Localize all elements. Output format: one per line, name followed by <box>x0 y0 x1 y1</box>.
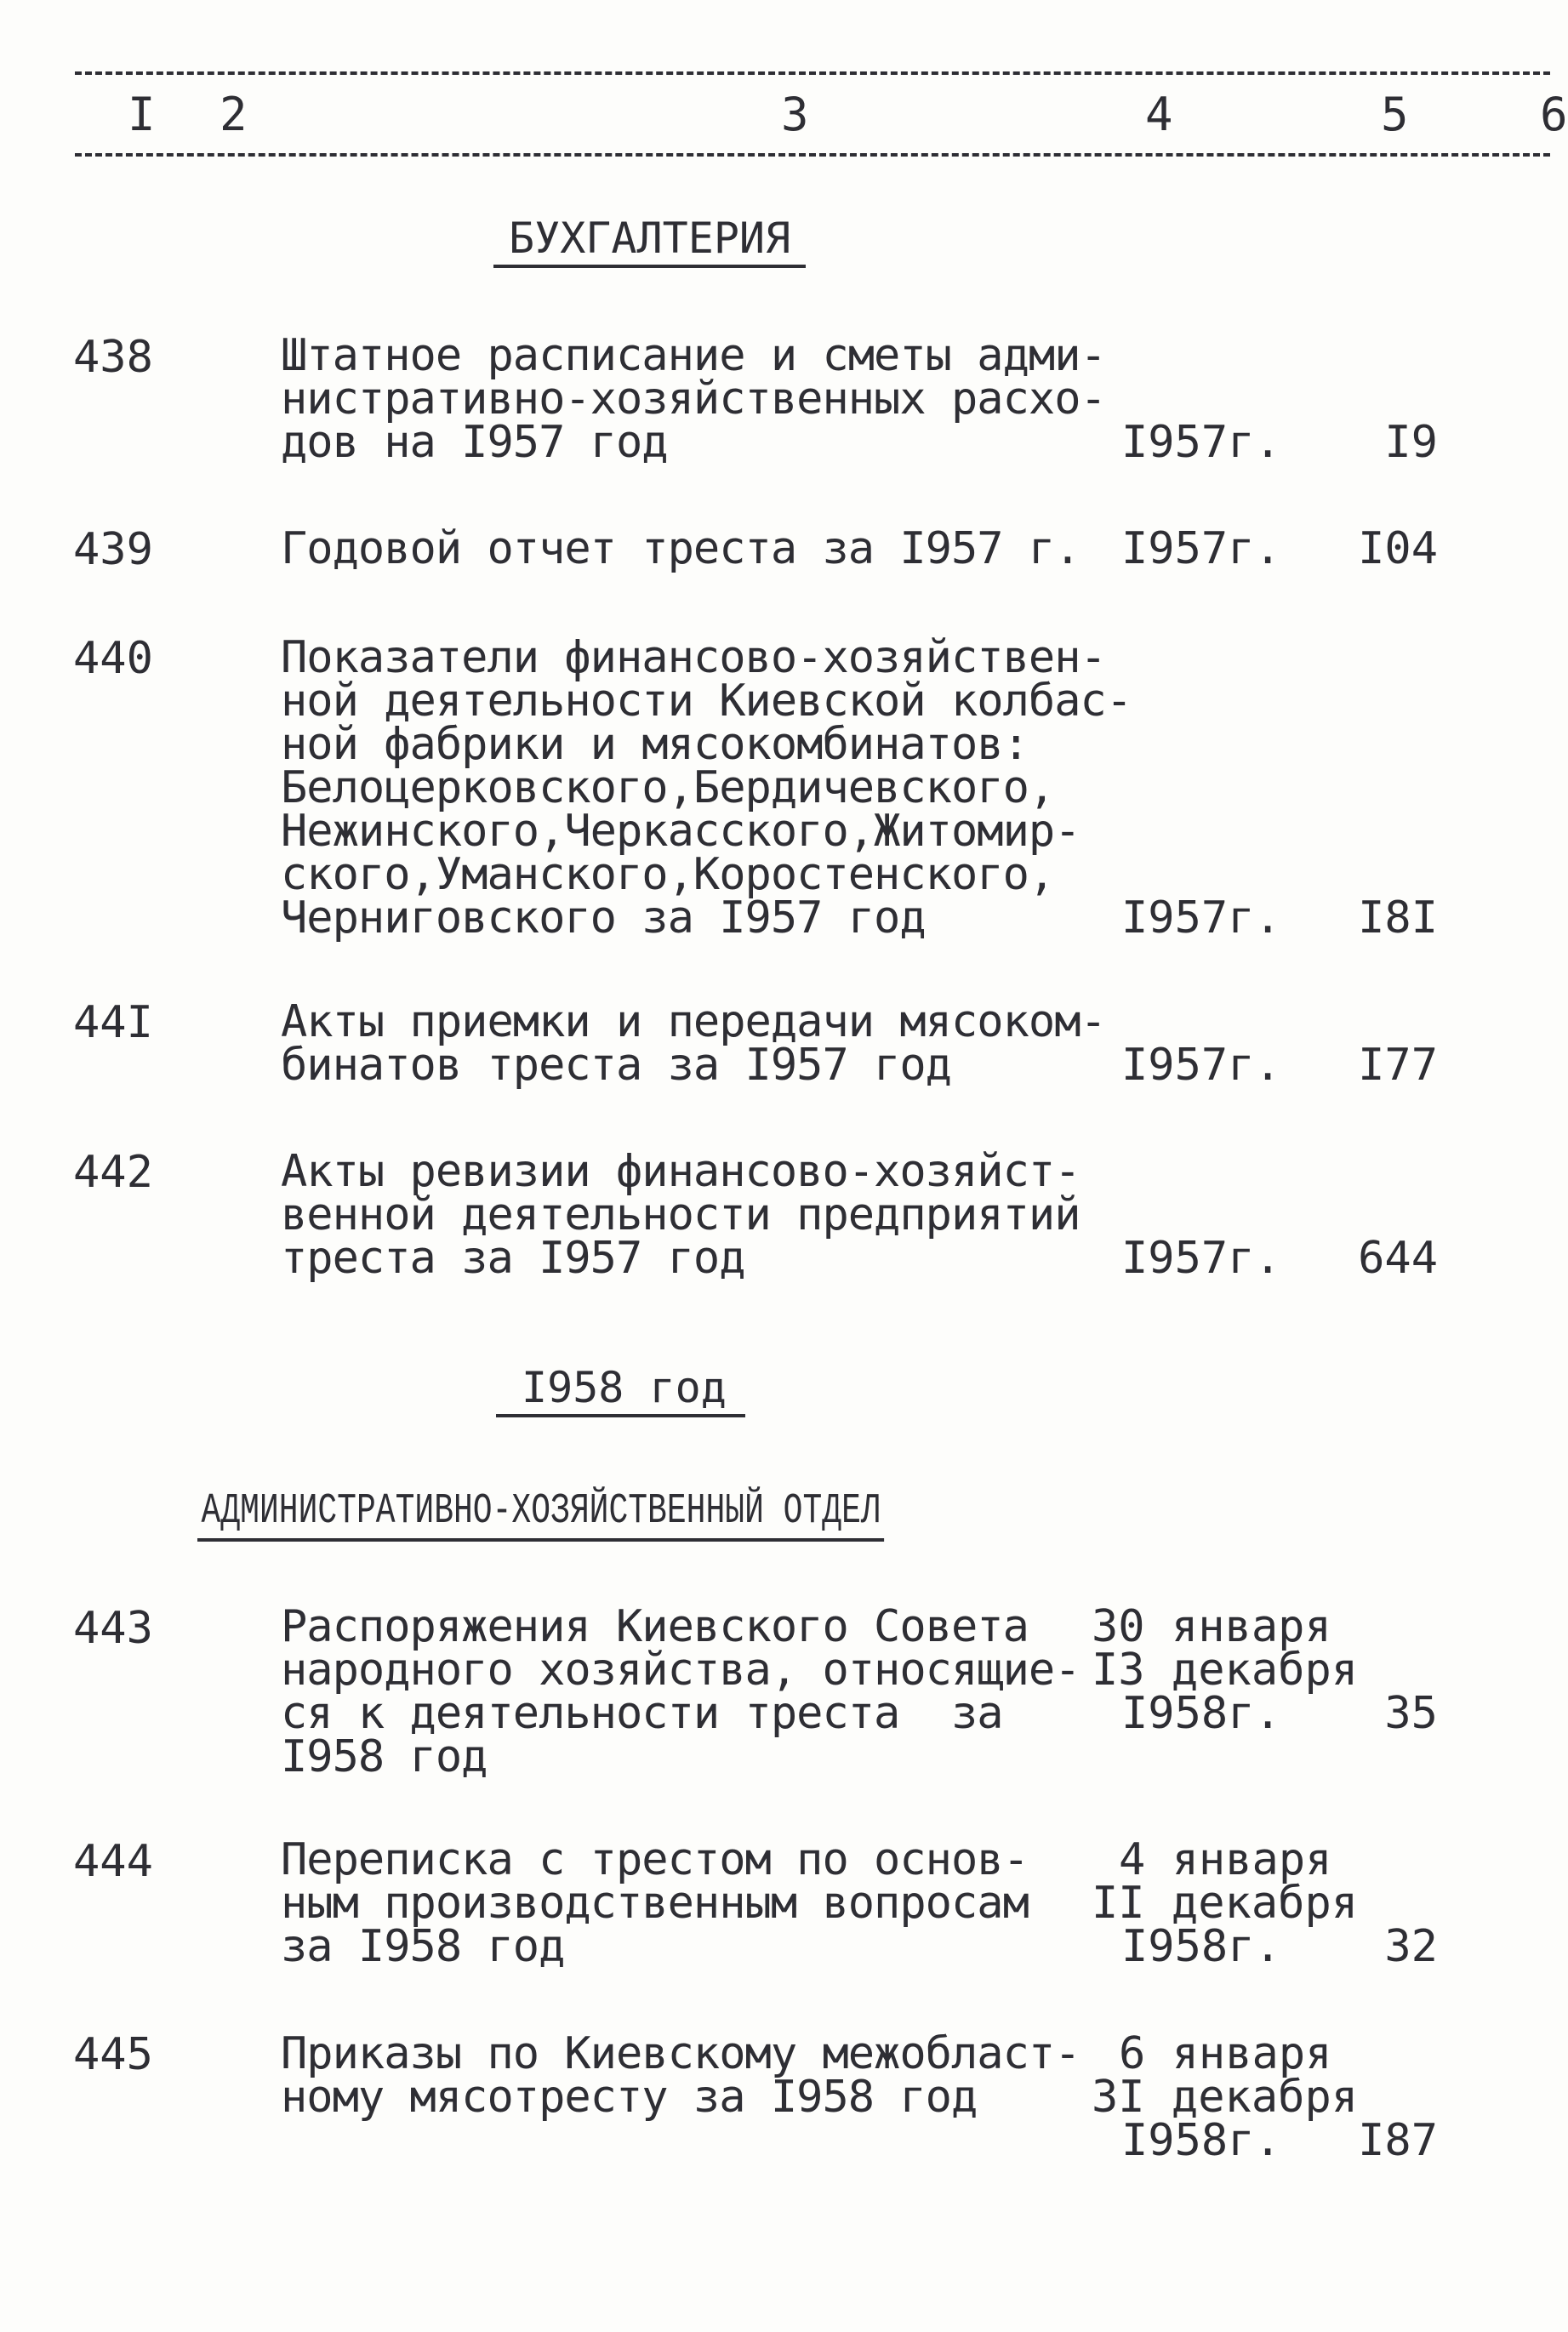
entry-title-line: I958 год <box>281 1731 488 1782</box>
entry-sheet-count: I04 <box>1358 523 1438 574</box>
entry-sheet-count: 644 <box>1358 1233 1438 1284</box>
entry-title-line: ского,Уманского,Коростенского, <box>281 849 1055 900</box>
entry-number: 44I <box>73 997 153 1048</box>
section-title-accounting: БУХГАЛТЕРИЯ <box>493 217 806 268</box>
entry-number: 442 <box>73 1147 153 1198</box>
entry-number: 440 <box>73 633 153 684</box>
col-header-6: 6 <box>1540 88 1568 141</box>
entry-date-year: I958г. <box>1121 1688 1281 1739</box>
header-rule-bottom <box>75 153 1550 157</box>
entry-title-line: ной фабрики и мясокомбинатов: <box>281 719 1029 770</box>
col-header-2: 2 <box>220 88 248 141</box>
col-header-4: 4 <box>1145 88 1173 141</box>
entry-title-line: Распоряжения Киевского Совета <box>281 1601 1029 1652</box>
entry-date-start: 30 января <box>1092 1601 1331 1652</box>
entry-title-line: ной деятельности Киевской колбас- <box>281 676 1132 727</box>
header-rule-top <box>75 71 1550 75</box>
entry-number: 445 <box>73 2029 153 2080</box>
entry-title-line: ным производственным вопросам <box>281 1878 1029 1929</box>
entry-date-start: 4 января <box>1119 1834 1332 1885</box>
entry-date: I957г. <box>1121 1233 1281 1284</box>
entry-title-line: Приказы по Киевскому межобласт- <box>281 2028 1080 2079</box>
entry-sheet-count: I77 <box>1358 1040 1438 1091</box>
entry-title-line: ному мясотресту за I958 год <box>281 2072 978 2123</box>
entry-sheet-count: 32 <box>1384 1921 1438 1972</box>
entry-title-line: за I958 год <box>281 1921 565 1972</box>
entry-title-line: дов на I957 год <box>281 417 668 468</box>
entry-sheet-count: I8I <box>1358 892 1438 944</box>
entry-number: 438 <box>73 332 153 383</box>
entry-date-end: 3I декабря <box>1092 2072 1359 2123</box>
entry-title-line: венной деятельности предприятий <box>281 1189 1080 1240</box>
entry-sheet-count: 35 <box>1384 1688 1438 1739</box>
entry-title-line: Нежинского,Черкасского,Житомир- <box>281 806 1080 857</box>
entry-title-line: Акты ревизии финансово-хозяйст- <box>281 1146 1080 1197</box>
entry-title-line: бинатов треста за I957 год <box>281 1040 951 1091</box>
entry-date-end: I3 декабря <box>1092 1645 1359 1696</box>
entry-title-line: Годовой отчет треста за I957 г. <box>281 523 1080 574</box>
entry-date-year: I958г. <box>1121 2115 1281 2166</box>
entry-sheet-count: I9 <box>1384 417 1438 468</box>
entry-title-line: Белоцерковского,Бердичевского, <box>281 762 1055 813</box>
entry-title-line: ся к деятельности треста за <box>281 1688 1003 1739</box>
entry-title-line: нистративно-хозяйственных расхо- <box>281 373 1106 425</box>
section-title-year: I958 год <box>496 1366 745 1417</box>
entry-date-end: II декабря <box>1092 1878 1359 1929</box>
entry-title-line: Акты приемки и передачи мясоком- <box>281 996 1106 1047</box>
entry-date: I957г. <box>1121 523 1281 574</box>
entry-title-line: народного хозяйства, относящие- <box>281 1645 1080 1696</box>
col-header-3: 3 <box>781 88 809 141</box>
entry-title-line: треста за I957 год <box>281 1233 745 1284</box>
entry-date: I957г. <box>1121 892 1281 944</box>
entry-title-line: Черниговского за I957 год <box>281 892 926 944</box>
entry-date-year: I958г. <box>1121 1921 1281 1972</box>
entry-number: 444 <box>73 1836 153 1887</box>
entry-date-start: 6 января <box>1119 2028 1332 2079</box>
entry-number: 439 <box>73 524 153 575</box>
section-title-admin: АДМИНИСТРАТИВНО-ХОЗЯЙСТВЕННЫЙ ОТДЕЛ <box>197 1491 884 1542</box>
entry-date: I957г. <box>1121 417 1281 468</box>
entry-date: I957г. <box>1121 1040 1281 1091</box>
entry-title-line: Показатели финансово-хозяйствен- <box>281 632 1106 683</box>
entry-number: 443 <box>73 1603 153 1654</box>
col-header-1: I <box>128 88 156 141</box>
col-header-5: 5 <box>1381 88 1409 141</box>
entry-sheet-count: I87 <box>1358 2115 1438 2166</box>
entry-title-line: Переписка с трестом по основ- <box>281 1834 1029 1885</box>
entry-title-line: Штатное расписание и сметы адми- <box>281 330 1106 381</box>
